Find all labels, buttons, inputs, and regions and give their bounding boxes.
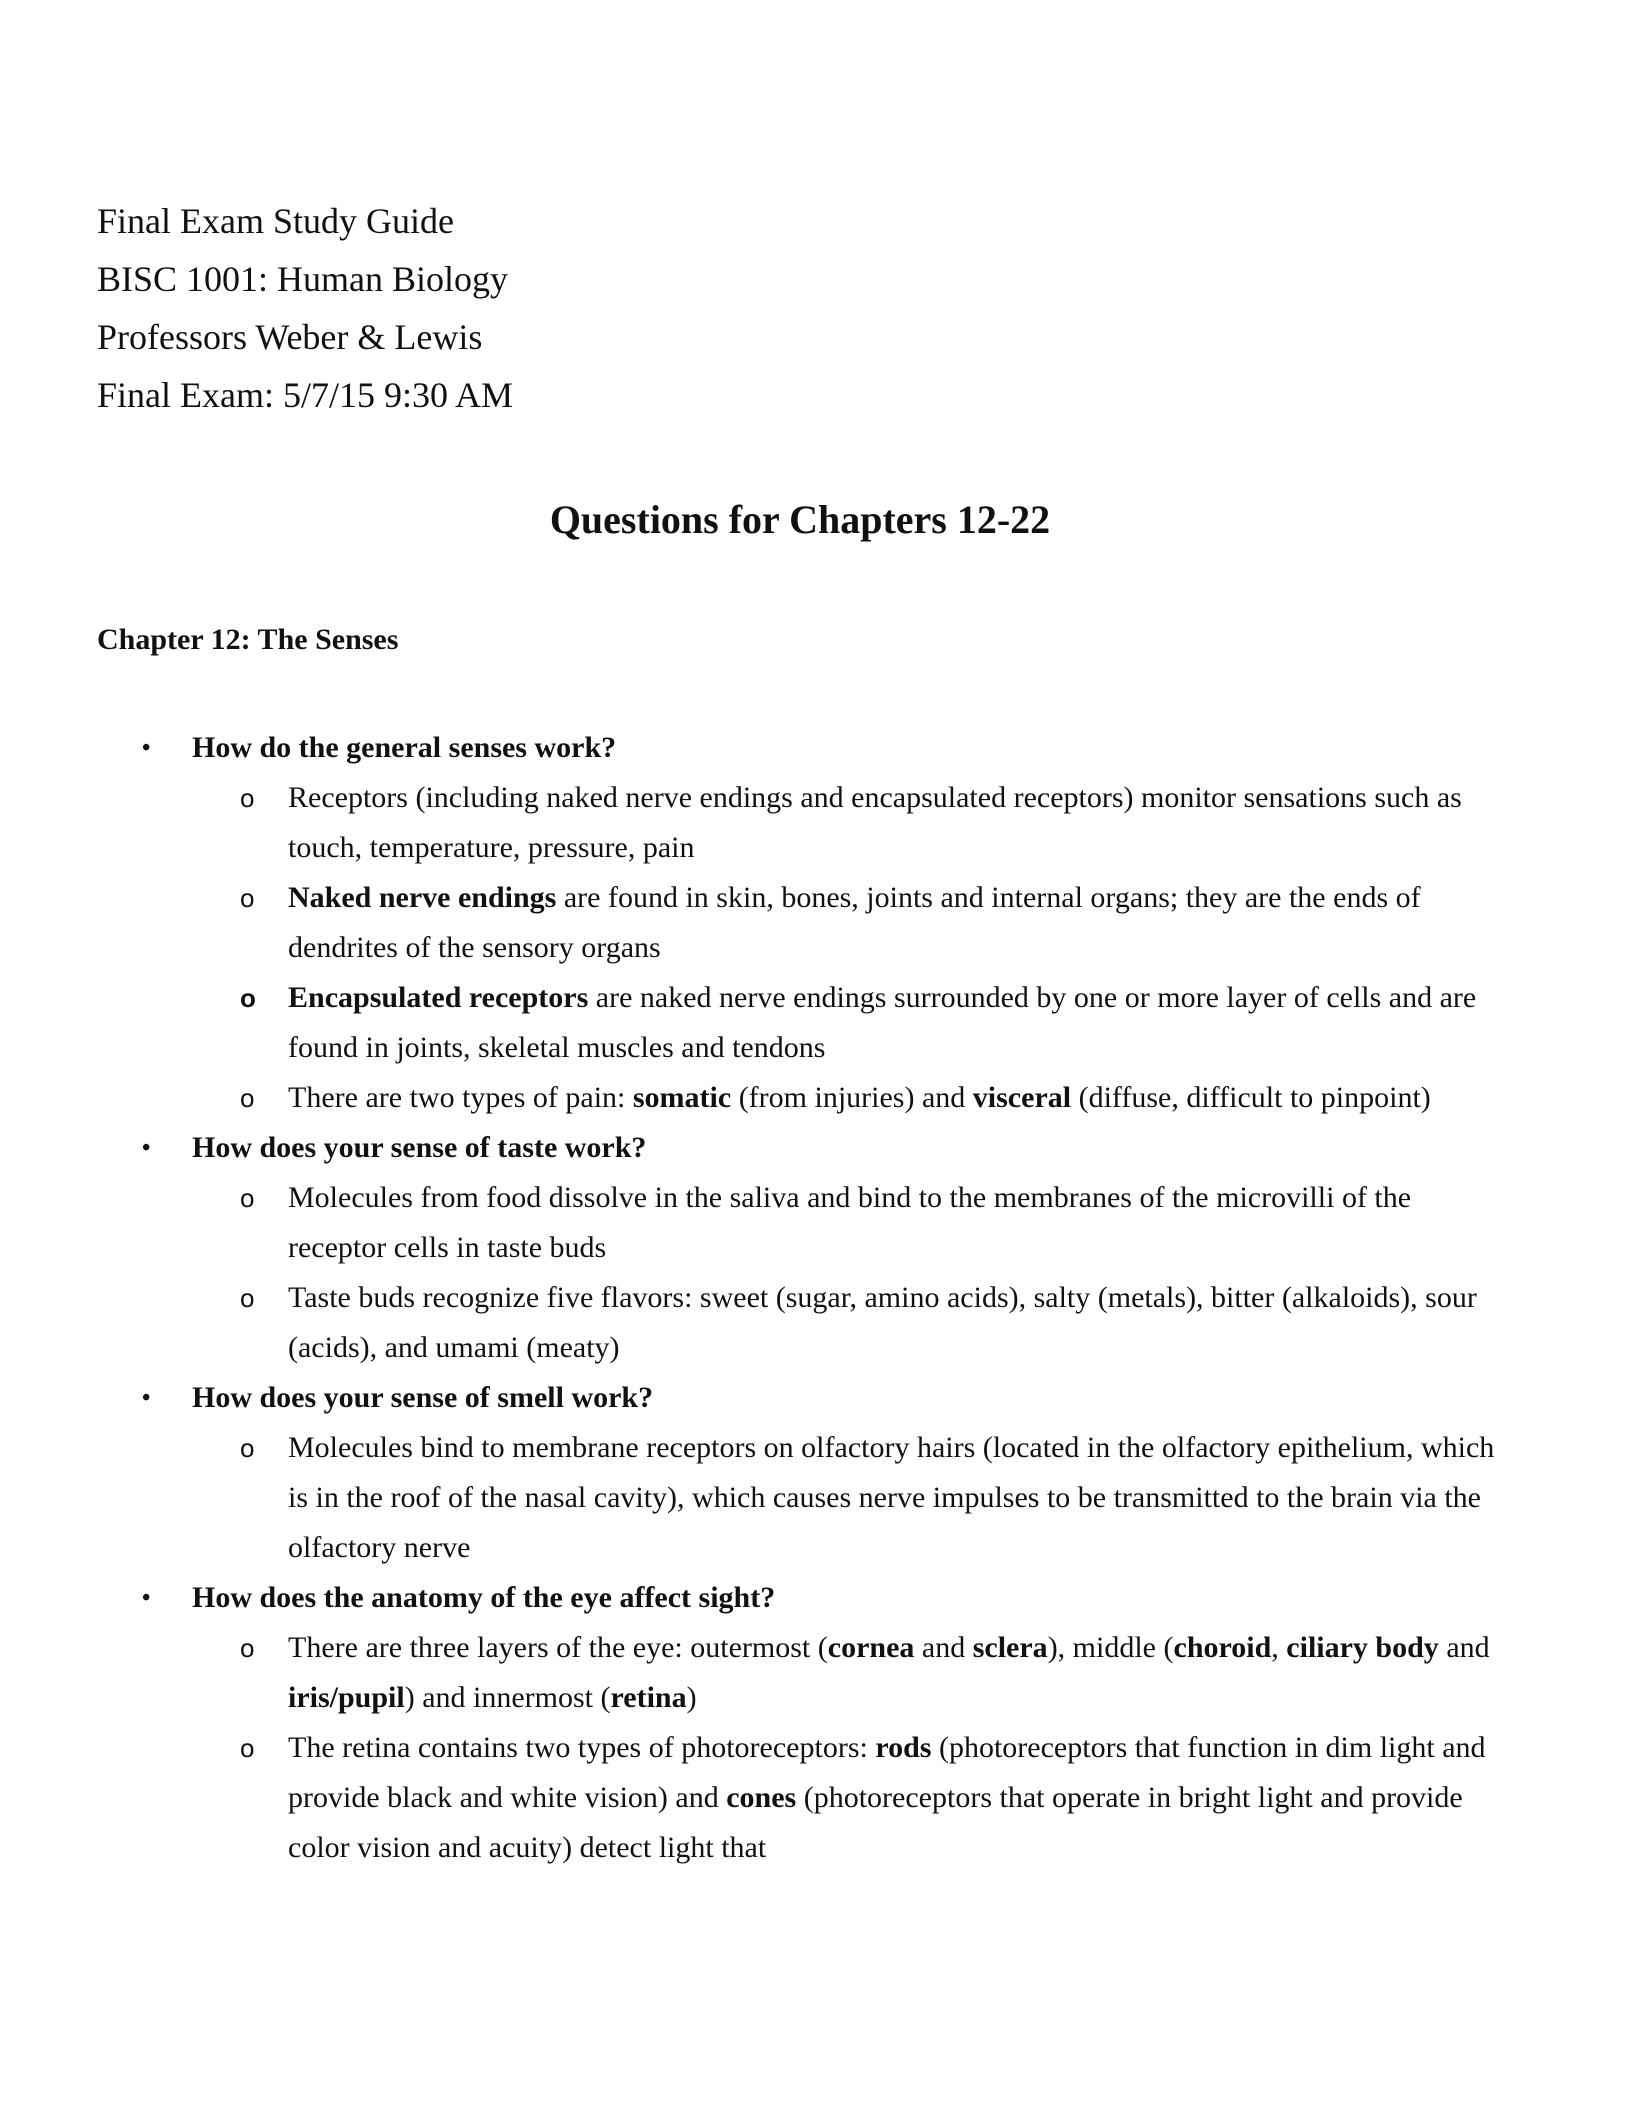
answer-text: The retina contains two types of photoreceptors: — [288, 1731, 876, 1764]
answer-text: Molecules bind to membrane receptors on olfactory hairs (located in the olfactory epithelium, which is in the roof of the nasal cavity), which causes nerve impulses to be transmitted to the brain via the olfactory nerve — [288, 1431, 1495, 1564]
sub-bullet-icon: o — [240, 1633, 255, 1663]
question-list — [0, 723, 1640, 1873]
question-text: How does your sense of smell work? — [192, 1381, 654, 1414]
answer-item — [0, 773, 1508, 873]
answer-text: , — [1271, 1631, 1287, 1664]
bold-term: ciliary body — [1286, 1631, 1439, 1664]
sub-bullet-icon: o — [240, 1733, 255, 1763]
chapter-heading: Chapter 12: The Senses — [97, 623, 399, 656]
answer-text: (photoreceptors that function in dim light and provide black and white vision) and — [288, 1731, 1486, 1814]
answer-text: and — [1438, 1631, 1490, 1664]
bullet-icon: • — [142, 1135, 151, 1161]
bold-term: iris/pupil — [288, 1681, 405, 1714]
sub-bullet-icon: o — [240, 1433, 255, 1463]
bold-term: retina — [610, 1681, 687, 1714]
answer-text: Taste buds recognize five flavors: sweet (sugar, amino acids), salty (metals), bitter (alkaloids), sour (acids), and umami (meaty) — [288, 1281, 1477, 1364]
header-guide-title: Final Exam Study Guide — [97, 201, 454, 241]
sub-bullet-icon: o — [240, 1083, 255, 1113]
header-professors: Professors Weber & Lewis — [97, 317, 483, 357]
question-text: How does your sense of taste work? — [192, 1131, 647, 1164]
answer-text: (from injuries) and — [731, 1081, 973, 1114]
sub-bullet-icon: o — [240, 783, 255, 813]
answer-item — [0, 1723, 1508, 1873]
answer-text: (photoreceptors that operate in bright light and provide color vision and acuity) detect light that — [288, 1781, 1463, 1864]
answer-text: Molecules from food dissolve in the saliva and bind to the membranes of the microvilli of the receptor cells in taste buds — [288, 1181, 1412, 1264]
bold-term: Naked nerve endings — [288, 881, 557, 914]
answer-item — [0, 1073, 1508, 1123]
answer-text: There are two types of pain: — [288, 1081, 633, 1114]
answer-text: are naked nerve endings surrounded by one or more layer of cells and are found in joints, skeletal muscles and tendons — [288, 981, 1477, 1064]
bold-term: cones — [726, 1781, 797, 1814]
sub-bullet-icon: o — [240, 883, 255, 913]
sub-bullet-icon: o — [240, 1183, 255, 1213]
bold-term: visceral — [972, 1081, 1072, 1114]
bold-term: choroid — [1173, 1631, 1272, 1664]
bold-term: somatic — [632, 1081, 732, 1114]
answer-text: Receptors (including naked nerve endings and encapsulated receptors) monitor sensations such as touch, temperature, pressure, pain — [288, 781, 1462, 864]
sub-bullet-icon: o — [240, 983, 256, 1013]
bullet-icon: • — [142, 735, 151, 761]
bullet-icon: • — [142, 1585, 151, 1611]
answer-text: ) and innermost ( — [404, 1681, 611, 1714]
bold-term: cornea — [827, 1631, 915, 1664]
question-item — [0, 1123, 1640, 1173]
bullet-icon: • — [142, 1385, 151, 1411]
bold-term: Encapsulated receptors — [288, 981, 589, 1014]
answer-text: and — [914, 1631, 973, 1664]
question-item — [0, 1573, 1640, 1623]
answer-item — [0, 973, 1508, 1073]
bold-term: sclera — [972, 1631, 1048, 1664]
answer-text: ) — [686, 1681, 697, 1714]
answer-text: (diffuse, difficult to pinpoint) — [1071, 1081, 1431, 1114]
answer-item — [0, 873, 1508, 973]
answer-item — [0, 1623, 1508, 1723]
answer-item — [0, 1273, 1508, 1373]
question-item — [0, 723, 1640, 773]
header-course: BISC 1001: Human Biology — [97, 259, 509, 299]
header-exam-date: Final Exam: 5/7/15 9:30 AM — [97, 375, 514, 415]
document-header — [97, 192, 513, 424]
answer-item — [0, 1423, 1508, 1573]
answer-text: are found in skin, bones, joints and internal organs; they are the ends of dendrites of the sensory organs — [288, 881, 1421, 964]
question-text: How do the general senses work? — [192, 731, 617, 764]
answer-text: ), middle ( — [1047, 1631, 1174, 1664]
answer-text: There are three layers of the eye: outermost ( — [288, 1631, 828, 1664]
question-text: How does the anatomy of the eye affect sight? — [192, 1581, 776, 1614]
answer-item — [0, 1173, 1508, 1273]
page-title: Questions for Chapters 12-22 — [549, 497, 1051, 542]
bold-term: rods — [875, 1731, 932, 1764]
question-item — [0, 1373, 1640, 1423]
sub-bullet-icon: o — [240, 1283, 255, 1313]
